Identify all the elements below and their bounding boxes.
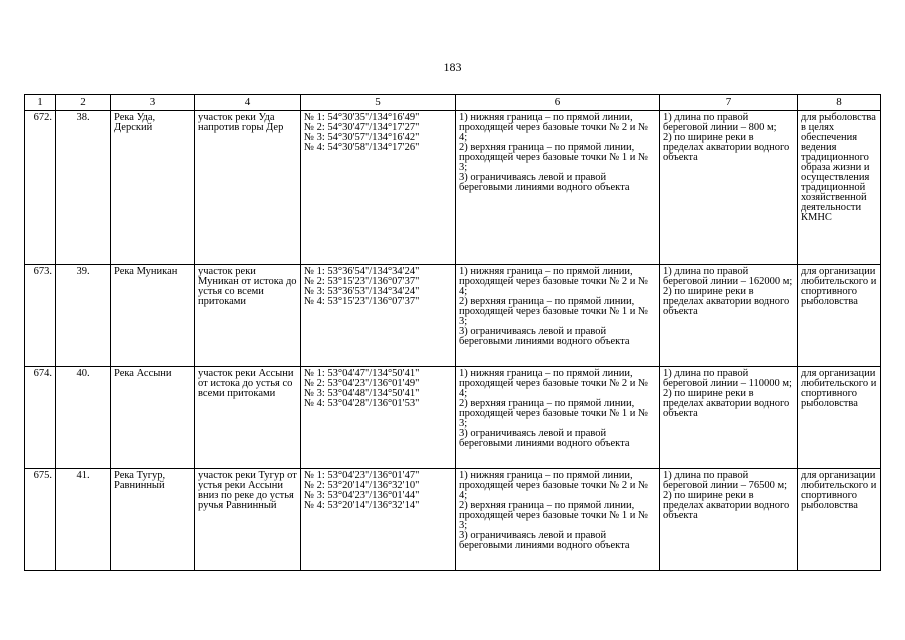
boundary-item: 1) нижняя граница – по прямой линии, проходящей через базовые точки № 2 и № 4;: [459, 368, 649, 399]
boundary-item: 3) ограничиваясь левой и правой береговыми линиями водного объекта: [459, 326, 630, 347]
coordinates-cell: [301, 367, 456, 469]
coordinates-cell: [301, 111, 456, 265]
purpose-cell: для рыболовства в целях обеспечения ведения традиционного образа жизни и осуществления традиционной хозяйственной деятельности КМНС: [798, 111, 881, 265]
purpose-cell: для организации любительского и спортивного рыболовства: [798, 265, 881, 367]
coordinate-point: № 4: 53°15'23"/136°07'37": [304, 296, 420, 307]
purpose-cell: для организации любительского и спортивного рыболовства: [798, 469, 881, 571]
water-body-name: Река Уда, Дерский: [111, 111, 195, 265]
size-cell: [660, 265, 798, 367]
water-body-name: Река Ассыни: [111, 367, 195, 469]
row-number: 674.: [25, 367, 56, 469]
column-header: 8: [798, 95, 881, 111]
column-header: 1: [25, 95, 56, 111]
water-body-name: Река Муникан: [111, 265, 195, 367]
size-item: 1) длина по правой береговой линии – 76500 м;: [663, 470, 788, 491]
boundary-item: 3) ограничиваясь левой и правой береговыми линиями водного объекта: [459, 530, 630, 551]
coordinates-cell: [301, 265, 456, 367]
column-header: 6: [456, 95, 660, 111]
size-item: 2) по ширине реки в пределах акватории водного объекта: [663, 286, 790, 317]
size-item: 1) длина по правой береговой линии – 162000 м;: [663, 266, 793, 287]
boundaries-cell: [456, 469, 660, 571]
coordinate-point: № 3: 53°36'53"/134°34'24": [304, 286, 420, 297]
row-number: 672.: [25, 111, 56, 265]
column-header: 5: [301, 95, 456, 111]
coordinate-point: № 1: 53°04'23"/136°01'47": [304, 470, 420, 481]
row-index: 38.: [56, 111, 111, 265]
column-number-row: [25, 95, 881, 111]
size-item: 2) по ширине реки в пределах акватории водного объекта: [663, 490, 790, 521]
boundary-item: 1) нижняя граница – по прямой линии, проходящей через базовые точки № 2 и № 4;: [459, 470, 649, 501]
column-header: 7: [660, 95, 798, 111]
coordinate-point: № 3: 54°30'57"/134°16'42": [304, 132, 420, 143]
coordinate-point: № 2: 53°04'23"/136°01'49": [304, 378, 420, 389]
row-index: 40.: [56, 367, 111, 469]
page-number: 183: [443, 60, 462, 74]
boundary-item: 3) ограничиваясь левой и правой береговыми линиями водного объекта: [459, 172, 630, 193]
table-row: [25, 111, 881, 265]
coordinate-point: № 1: 53°36'54"/134°34'24": [304, 266, 420, 277]
boundary-item: 1) нижняя граница – по прямой линии, проходящей через базовые точки № 2 и № 4;: [459, 112, 649, 143]
size-cell: [660, 367, 798, 469]
table-row: [25, 367, 881, 469]
size-item: 2) по ширине реки в пределах акватории водного объекта: [663, 388, 790, 419]
coordinate-point: № 4: 53°04'28"/136°01'53": [304, 398, 420, 409]
size-item: 1) длина по правой береговой линии – 800 м;: [663, 112, 777, 133]
coordinate-point: № 1: 53°04'47"/134°50'41": [304, 368, 420, 379]
coordinate-point: № 2: 53°20'14"/136°32'10": [304, 480, 420, 491]
coordinate-point: № 2: 53°15'23"/136°07'37": [304, 276, 420, 287]
coordinate-point: № 3: 53°04'23"/136°01'44": [304, 490, 420, 501]
fishing-areas-table: [24, 94, 881, 571]
size-item: 2) по ширине реки в пределах акватории водного объекта: [663, 132, 790, 163]
coordinate-point: № 1: 54°30'35"/134°16'49": [304, 112, 420, 123]
water-body-name: Река Тугур, Равнинный: [111, 469, 195, 571]
coordinate-point: № 4: 53°20'14"/136°32'14": [304, 500, 420, 511]
row-number: 673.: [25, 265, 56, 367]
boundary-item: 3) ограничиваясь левой и правой береговыми линиями водного объекта: [459, 428, 630, 449]
coordinate-point: № 3: 53°04'48"/134°50'41": [304, 388, 420, 399]
column-header: 3: [111, 95, 195, 111]
river-section: участок реки Ассыни от истока до устья со всеми притоками: [195, 367, 301, 469]
table-row: [25, 265, 881, 367]
size-cell: [660, 469, 798, 571]
coordinates-cell: [301, 469, 456, 571]
river-section: участок реки Уда напротив горы Дер: [195, 111, 301, 265]
column-header: 4: [195, 95, 301, 111]
boundaries-cell: [456, 111, 660, 265]
boundaries-cell: [456, 265, 660, 367]
table-row: [25, 469, 881, 571]
column-header: 2: [56, 95, 111, 111]
row-index: 41.: [56, 469, 111, 571]
size-cell: [660, 111, 798, 265]
coordinate-point: № 2: 54°30'47"/134°17'27": [304, 122, 420, 133]
river-section: участок реки Муникан от истока до устья со всеми притоками: [195, 265, 301, 367]
river-section: участок реки Тугур от устья реки Ассыни вниз по реке до устья ручья Равнинный: [195, 469, 301, 571]
row-index: 39.: [56, 265, 111, 367]
coordinate-point: № 4: 54°30'58"/134°17'26": [304, 142, 420, 153]
purpose-cell: для организации любительского и спортивного рыболовства: [798, 367, 881, 469]
boundary-item: 2) верхняя граница – по прямой линии, проходящей через базовые точки № 1 и № 3;: [459, 398, 649, 429]
boundary-item: 2) верхняя граница – по прямой линии, проходящей через базовые точки № 1 и № 3;: [459, 296, 649, 327]
boundary-item: 2) верхняя граница – по прямой линии, проходящей через базовые точки № 1 и № 3;: [459, 142, 649, 173]
boundary-item: 1) нижняя граница – по прямой линии, проходящей через базовые точки № 2 и № 4;: [459, 266, 649, 297]
size-item: 1) длина по правой береговой линии – 110000 м;: [663, 368, 792, 389]
row-number: 675.: [25, 469, 56, 571]
boundaries-cell: [456, 367, 660, 469]
boundary-item: 2) верхняя граница – по прямой линии, проходящей через базовые точки № 1 и № 3;: [459, 500, 649, 531]
